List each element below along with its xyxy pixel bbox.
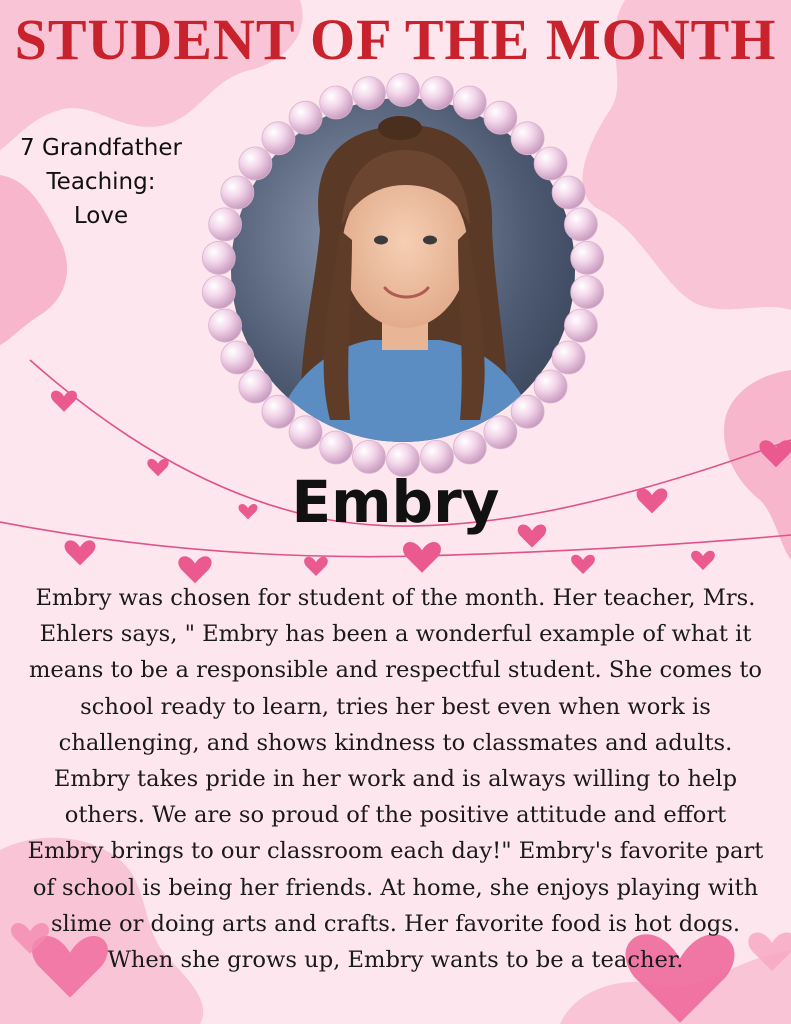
pearl-icon xyxy=(221,341,254,374)
pearl-icon xyxy=(320,431,353,464)
pearl-icon xyxy=(511,122,544,155)
pearl-icon xyxy=(511,395,544,428)
student-name: Embry xyxy=(291,468,500,536)
pearl-icon xyxy=(239,370,272,403)
teaching-line: 7 Grandfather xyxy=(20,135,182,161)
page-title: STUDENT OF THE MONTH xyxy=(14,7,777,72)
pearl-icon xyxy=(484,101,517,134)
pearl-icon xyxy=(552,176,585,209)
bio-line: means to be a responsible and respectful student. She comes to xyxy=(28,657,763,684)
pearl-icon xyxy=(564,208,597,241)
pearl-icon xyxy=(262,122,295,155)
pearl-icon xyxy=(564,309,597,342)
pearl-icon xyxy=(320,86,353,119)
bio-line: Embry brings to our classroom each day!" Embry's favorite part xyxy=(27,838,764,865)
portrait-eye xyxy=(374,236,388,245)
pearl-icon xyxy=(202,276,235,309)
teaching-line: Teaching: xyxy=(46,169,156,195)
bio-line: Embry takes pride in her work and is always willing to help xyxy=(53,766,738,793)
pearl-icon xyxy=(262,395,295,428)
pearl-icon xyxy=(421,77,454,110)
pearl-icon xyxy=(221,176,254,209)
bio-line: challenging, and shows kindness to classmates and adults. xyxy=(58,729,733,756)
pearl-icon xyxy=(387,74,420,107)
student-bio xyxy=(14,580,777,978)
bio-line: Ehlers says, " Embry has been a wonderful example of what it xyxy=(39,621,752,648)
bio-line: Embry was chosen for student of the month. Her teacher, Mrs. xyxy=(35,585,756,611)
pearl-icon xyxy=(484,416,517,449)
bio-line: When she grows up, Embry wants to be a teacher. xyxy=(107,947,684,974)
pearl-icon xyxy=(209,208,242,241)
pearl-icon xyxy=(571,241,604,274)
pearl-icon xyxy=(353,77,386,110)
pearl-icon xyxy=(534,147,567,180)
portrait-hair-bun xyxy=(378,116,422,140)
bio-line: school ready to learn, tries her best even when work is xyxy=(80,693,711,720)
portrait-eye xyxy=(423,236,437,245)
pearl-icon xyxy=(534,370,567,403)
pearl-icon xyxy=(289,101,322,134)
bio-line: slime or doing arts and crafts. Her favorite food is hot dogs. xyxy=(50,910,741,937)
teaching-line: Love xyxy=(73,203,129,229)
pearl-icon xyxy=(202,241,235,274)
bio-line: others. We are so proud of the positive attitude and effort xyxy=(64,802,727,829)
bio-line: of school is being her friends. At home, she enjoys playing with xyxy=(32,874,759,901)
pearl-icon xyxy=(453,86,486,119)
pearl-icon xyxy=(453,431,486,464)
pearl-icon xyxy=(289,416,322,449)
pearl-icon xyxy=(209,309,242,342)
pearl-icon xyxy=(239,147,272,180)
pearl-icon xyxy=(552,341,585,374)
pearl-icon xyxy=(571,276,604,309)
